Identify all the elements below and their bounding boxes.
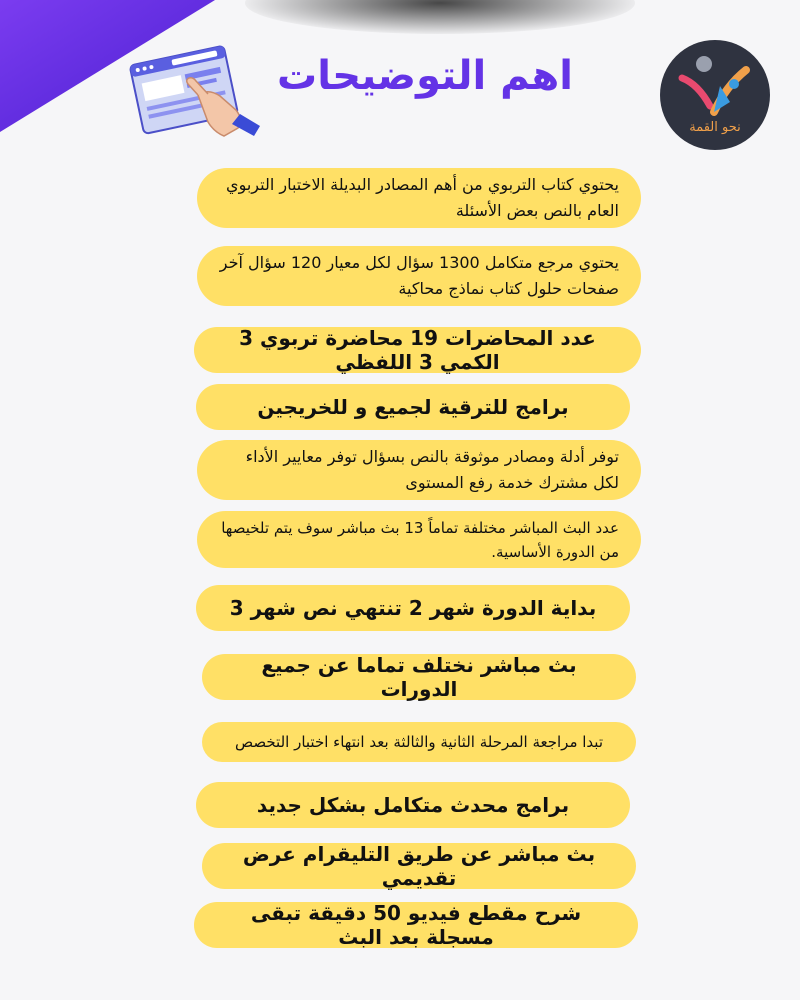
list-item-text: بث مباشر عن طريق التليقرام عرض تقديمي: [242, 842, 596, 890]
list-item-text: عدد البث المباشر مختلفة تماماً 13 بث مباشر سوف يتم تلخيصها من الدورة الأساسية.: [221, 518, 619, 561]
list-item: [196, 782, 630, 828]
list-item: [196, 585, 630, 631]
list-item-text: توفر أدلة ومصادر موثوقة بالنص بسؤال توفر معايير الأداء لكل مشترك خدمة رفع المستوى: [245, 447, 619, 492]
logo: [660, 40, 770, 150]
page-title: اهم التوضيحات: [277, 53, 573, 99]
list-item-text: شرح مقطع فيديو 50 دقيقة تبقى مسجلة بعد البث: [250, 901, 582, 949]
list-item: [197, 246, 641, 306]
list-item-text: تبدا مراجعة المرحلة الثانية والثالثة بعد انتهاء اختبار التخصص: [234, 733, 603, 751]
logo-text: نحو القمة: [689, 120, 741, 135]
list-item: [202, 654, 636, 700]
list-item: [194, 902, 638, 948]
list-item: [194, 327, 641, 373]
list-item: [197, 440, 641, 500]
list-item-text: برامج محدث متكامل بشكل جديد: [256, 793, 570, 817]
list-item: [202, 843, 636, 889]
list-item: [202, 722, 636, 762]
list-item-text: عدد المحاضرات 19 محاضرة تربوي 3 الكمي 3 اللفظي: [239, 326, 596, 374]
list-item: [197, 168, 641, 228]
list-item: [196, 384, 630, 430]
top-shadow: [245, 0, 635, 34]
list-item-text: برامج للترقية لجميع و للخريجين: [257, 395, 569, 419]
list-item-text: يحتوي مرجع متكامل 1300 سؤال لكل معيار 120 سؤال آخر صفحات حلول كتاب نماذج محاكية: [219, 253, 619, 298]
list-item-text: بث مباشر نختلف تماما عن جميع الدورات: [261, 653, 577, 701]
browser-click-icon: [128, 40, 268, 140]
list-item-text: يحتوي كتاب التربوي من أهم المصادر البديلة الاختبار التربوي العام بالنص بعض الأسئلة: [226, 175, 619, 220]
list-item: [197, 511, 641, 568]
list-item-text: بداية الدورة شهر 2 تنتهي نص شهر 3: [229, 596, 597, 620]
